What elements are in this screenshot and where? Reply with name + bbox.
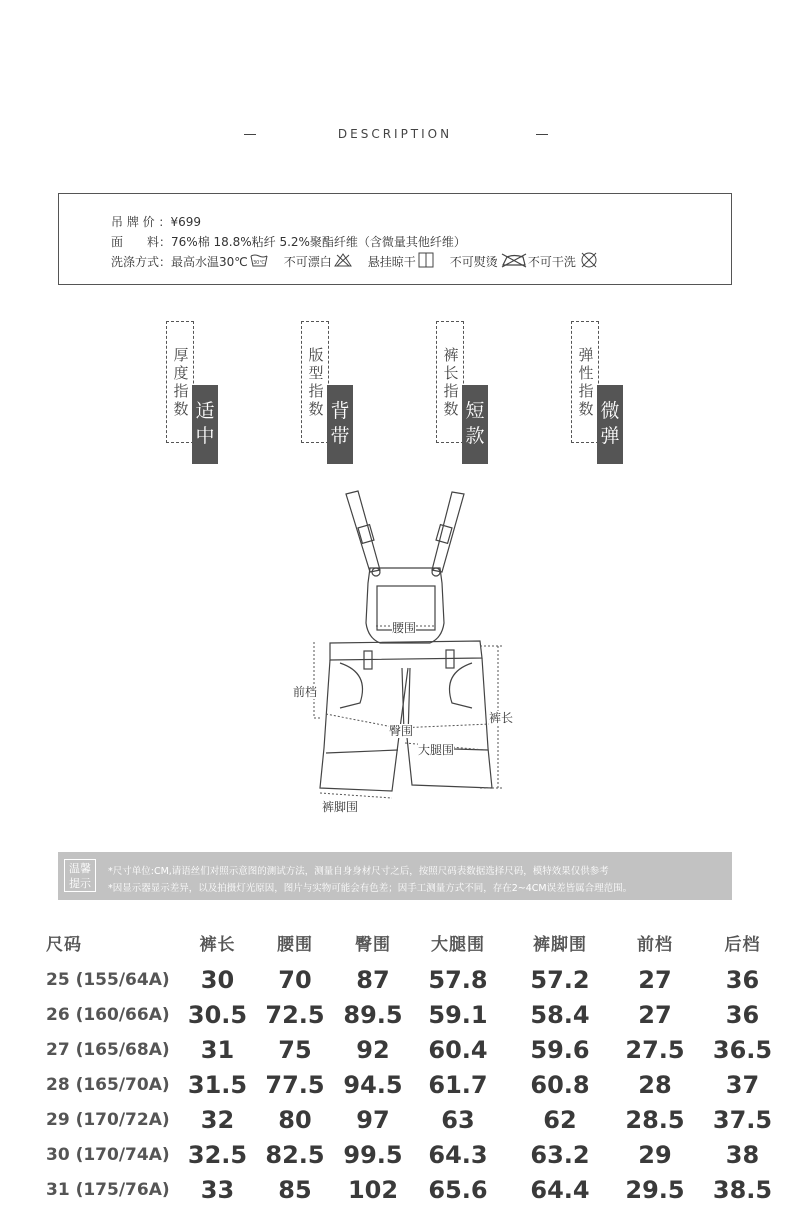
size-table (0, 922, 790, 1207)
measurement-cell: 30 (200, 965, 235, 994)
measurement-cell: 33 (200, 1175, 235, 1204)
index-value-box (327, 385, 353, 464)
measurement-cell: 64.3 (428, 1140, 488, 1169)
no-bleach-icon (334, 253, 352, 270)
index-value: 短款 (465, 400, 485, 447)
measurement-cell: 82.5 (265, 1140, 325, 1169)
label-length: 裤长 (489, 711, 514, 725)
index-value: 适中 (195, 400, 215, 447)
measurement-cell: 63.2 (530, 1140, 590, 1169)
measurement-cell: 85 (278, 1175, 312, 1204)
table-row (0, 962, 790, 997)
measurement-cell: 31 (200, 1035, 235, 1064)
measurement-cell: 29 (638, 1140, 672, 1169)
measurement-cell: 28.5 (625, 1105, 685, 1134)
no-iron-icon (500, 252, 528, 271)
header-back-rise: 后档 (724, 934, 761, 955)
table-row (0, 1067, 790, 1102)
table-row (0, 1172, 790, 1207)
measurement-cell: 92 (356, 1035, 390, 1064)
measurement-cell: 28 (638, 1070, 672, 1099)
size-cell: 25 (155/64A) (46, 969, 170, 990)
measurement-cell: 59.1 (428, 1000, 488, 1029)
measurement-cell: 30.5 (187, 1000, 248, 1029)
notice-text-2: *因显示器显示差异，以及拍摄灯光原因，图片与实物可能会有色差；因手工测量方式不同，存在2~4CM误差皆属合理范围。 (108, 883, 633, 894)
index-label: 弹性指数 (578, 346, 594, 418)
header-hem: 裤脚围 (533, 934, 587, 955)
overalls-illustration (280, 488, 530, 818)
table-row (0, 1102, 790, 1137)
measurement-cell: 36.5 (712, 1035, 773, 1064)
size-cell: 27 (165/68A) (46, 1039, 170, 1060)
measurement-cell: 61.7 (428, 1070, 488, 1099)
index-label-box (166, 321, 194, 443)
line-dry-icon (418, 252, 434, 271)
header-front-rise: 前档 (637, 934, 673, 955)
index-label-box (436, 321, 464, 443)
notice-badge-line1: 温馨 (69, 862, 91, 875)
table-row (0, 1032, 790, 1067)
measurement-cell: 59.6 (530, 1035, 590, 1064)
line-dry-text: 悬挂晾干 (367, 254, 416, 269)
measurement-cell: 32 (200, 1105, 235, 1134)
measurement-cell: 27.5 (625, 1035, 685, 1064)
no-dryclean-icon (580, 251, 598, 272)
measurement-cell: 80 (278, 1105, 312, 1134)
measurement-cell: 29.5 (625, 1175, 685, 1204)
measurement-cell: 31.5 (187, 1070, 248, 1099)
no-iron-text: 不可熨烫 (449, 254, 498, 269)
size-cell: 26 (160/66A) (46, 1004, 170, 1025)
measurement-cell: 37 (725, 1070, 760, 1099)
measurement-cell: 36 (725, 1000, 760, 1029)
measurement-cell: 94.5 (343, 1070, 403, 1099)
measurement-cell: 102 (347, 1175, 399, 1204)
measurement-cell: 57.2 (530, 965, 590, 994)
index-label: 厚度指数 (173, 346, 189, 418)
wash-temp-text: 最高水温30℃ (171, 254, 248, 269)
table-row (0, 997, 790, 1032)
index-tag-fit (301, 321, 361, 465)
measurement-cell: 87 (356, 965, 390, 994)
measurement-cell: 62 (543, 1105, 577, 1134)
label-thigh: 大腿围 (418, 743, 455, 757)
notice-badge-line2: 提示 (69, 877, 91, 890)
label-front-rise: 前档 (293, 685, 318, 699)
measurement-cell: 37.5 (712, 1105, 773, 1134)
wash-basin-icon (250, 253, 268, 270)
measurement-cell: 38 (725, 1140, 760, 1169)
index-value-box (597, 385, 623, 464)
index-value-box (192, 385, 218, 464)
size-cell: 31 (175/76A) (46, 1179, 170, 1200)
label-waist: 腰围 (392, 621, 417, 635)
notice-text-1: *尺寸单位:CM,请语丝们对照示意图的测试方法，测量自身身材尺寸之后，按照尺码表数据选择尺码，模特效果仅供参考 (108, 866, 609, 877)
measurement-cell: 57.8 (428, 965, 488, 994)
index-value-box (462, 385, 488, 464)
size-cell: 30 (170/74A) (46, 1144, 170, 1165)
header-waist: 腰围 (277, 934, 313, 955)
index-value: 微弹 (600, 400, 620, 447)
size-notice (58, 852, 732, 900)
price-line (111, 213, 201, 230)
index-label: 裤长指数 (443, 346, 459, 418)
fabric-label: 面 料： (111, 235, 172, 249)
wash-label: 洗涤方式： (111, 254, 172, 269)
measurement-cell: 97 (356, 1105, 390, 1134)
no-dryclean-text: 不可干洗 (527, 254, 576, 269)
header-length: 裤长 (199, 934, 236, 955)
measurement-cell: 58.4 (530, 1000, 590, 1029)
index-tag-thickness (166, 321, 226, 465)
measurement-cell: 36 (725, 965, 760, 994)
size-table-body (0, 962, 790, 1207)
measurement-cell: 70 (278, 965, 312, 994)
size-cell: 28 (165/70A) (46, 1074, 170, 1095)
index-value: 背带 (330, 400, 350, 447)
measurement-cell: 38.5 (712, 1175, 773, 1204)
measurement-cell: 77.5 (265, 1070, 325, 1099)
index-tag-elasticity (571, 321, 631, 465)
svg-text:30℃: 30℃ (252, 259, 265, 266)
label-hip: 臀围 (389, 724, 414, 738)
label-hem: 裤脚围 (322, 800, 359, 814)
measurement-cell: 32.5 (187, 1140, 248, 1169)
table-row (0, 1137, 790, 1172)
measurement-cell: 72.5 (265, 1000, 325, 1029)
size-cell: 29 (170/72A) (46, 1109, 170, 1130)
section-title: DESCRIPTION (337, 127, 453, 141)
measurement-cell: 27 (638, 1000, 672, 1029)
measurement-cell: 75 (278, 1035, 312, 1064)
measurement-cell: 60.8 (530, 1070, 590, 1099)
fabric-value: 76%棉 18.8%粘纤 5.2%聚酯纤维（含微量其他纤维） (171, 235, 466, 249)
measurement-cell: 63 (441, 1105, 475, 1134)
fabric-line (111, 233, 466, 250)
no-bleach-text: 不可漂白 (283, 254, 332, 269)
wash-instructions (111, 252, 614, 270)
measurement-cell: 27 (638, 965, 672, 994)
index-label-box (301, 321, 329, 443)
measurement-cell: 64.4 (530, 1175, 590, 1204)
table-header-row (0, 922, 790, 962)
header-thigh: 大腿围 (431, 934, 485, 955)
measurement-cell: 89.5 (343, 1000, 403, 1029)
index-tag-length (436, 321, 496, 465)
header-dash-right (536, 134, 548, 135)
price-value: ¥699 (170, 215, 201, 229)
measurement-cell: 99.5 (343, 1140, 403, 1169)
measurement-cell: 60.4 (428, 1035, 488, 1064)
index-label-box (571, 321, 599, 443)
index-label: 版型指数 (308, 346, 324, 418)
measurement-diagram (280, 488, 530, 818)
measurement-cell: 65.6 (428, 1175, 488, 1204)
price-label: 吊 牌 价 ： (111, 215, 171, 229)
header-size: 尺码 (46, 934, 82, 955)
notice-badge (64, 859, 96, 892)
header-hip: 臀围 (355, 934, 391, 955)
